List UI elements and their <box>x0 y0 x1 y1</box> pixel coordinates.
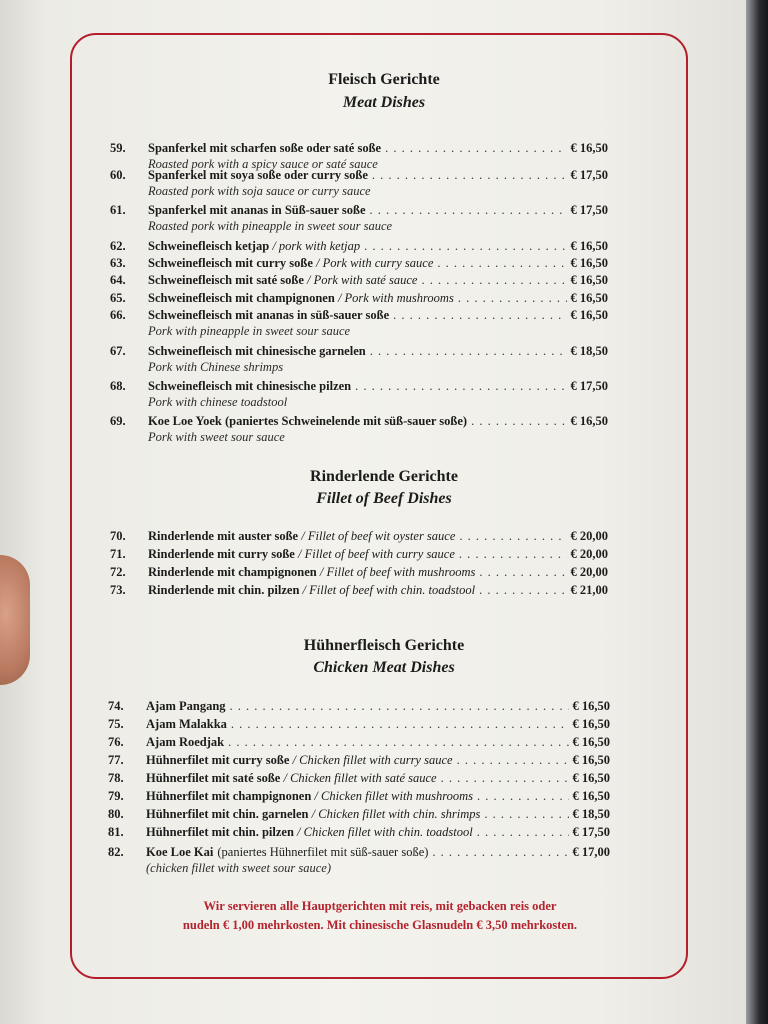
item-number: 62. <box>110 239 126 253</box>
item-price: € 20,00 <box>570 547 608 561</box>
item-line <box>148 563 608 581</box>
item-translation: (chicken fillet with sweet sour sauce) <box>146 861 332 875</box>
item-price: € 18,50 <box>570 344 608 358</box>
item-name-de: Hühnerfilet mit chin. garnelen <box>146 807 309 821</box>
menu-item-row <box>108 715 610 733</box>
item-number: 79. <box>108 789 124 803</box>
dot-leader <box>459 545 567 563</box>
item-line <box>148 377 608 395</box>
slash-separator: / <box>308 807 319 821</box>
item-name-en: Fillet of beef with mushrooms <box>326 565 476 579</box>
item-name-de: Schweinefleisch mit champignonen <box>148 291 335 305</box>
item-line <box>148 271 608 289</box>
item-name-en: pork with ketjap <box>278 239 361 253</box>
dot-leader <box>372 166 567 184</box>
menu-item-row <box>110 412 608 430</box>
item-name-en: Chicken fillet with curry sauce <box>299 753 453 767</box>
item-translation: Roasted pork with a spicy sauce or saté sauce <box>148 157 378 171</box>
item-number: 71. <box>110 547 126 561</box>
item-line <box>148 254 608 272</box>
menu-item-row <box>110 271 608 289</box>
slash-separator: / <box>303 273 314 287</box>
item-number: 72. <box>110 565 126 579</box>
item-translation: Roasted pork with pineapple in sweet sour sauce <box>148 219 393 233</box>
item-translation: Pork with Chinese shrimps <box>148 360 284 374</box>
slash-separator: / <box>293 825 304 839</box>
dot-leader <box>479 581 566 599</box>
item-translation: Roasted pork with soja sauce or curry sauce <box>148 184 371 198</box>
menu-item-row <box>110 139 608 157</box>
item-price: € 20,00 <box>570 565 608 579</box>
item-name-de: Ajam Malakka <box>146 717 227 731</box>
item-price: € 17,00 <box>572 845 610 859</box>
item-name-de: Rinderlende mit champignonen <box>148 565 317 579</box>
item-price: € 16,50 <box>572 717 610 731</box>
dot-leader <box>355 377 566 395</box>
section-title-chicken-en: Chicken Meat Dishes <box>313 659 455 676</box>
item-line <box>146 715 610 733</box>
item-translation: Pork with sweet sour sauce <box>148 430 285 444</box>
item-name-en: Chicken fillet with saté sauce <box>290 771 437 785</box>
item-number: 81. <box>108 825 124 839</box>
item-number: 82. <box>108 845 124 859</box>
item-number: 73. <box>110 583 126 597</box>
item-price: € 20,00 <box>570 529 608 543</box>
item-line <box>148 139 608 157</box>
item-name-de: Schweinefleisch mit curry soße <box>148 256 313 270</box>
item-line <box>148 201 608 219</box>
menu-item-row <box>108 787 610 805</box>
slash-separator: / <box>289 753 300 767</box>
item-line <box>146 805 610 823</box>
item-line <box>146 751 610 769</box>
item-number: 66. <box>110 308 126 322</box>
section-title-beef-en: Fillet of Beef Dishes <box>316 490 452 507</box>
item-line <box>146 823 610 841</box>
item-name-en: Pork with curry sauce <box>322 256 434 270</box>
menu-item-row <box>108 805 610 823</box>
item-price: € 16,50 <box>570 414 608 428</box>
item-line <box>146 843 610 861</box>
item-number: 63. <box>110 256 126 270</box>
dot-leader <box>484 805 568 823</box>
item-name-de: Rinderlende mit auster soße <box>148 529 299 543</box>
item-name-de-extra: (paniertes Hühnerfilet mit süß-sauer soße) <box>217 845 429 859</box>
item-name-en: Fillet of beef with chin. toadstool <box>309 583 476 597</box>
item-name-de: Schweinefleisch mit chinesische pilzen <box>148 379 352 393</box>
item-line <box>148 412 608 430</box>
item-number: 60. <box>110 168 126 182</box>
item-name-en: Pork with mushrooms <box>344 291 454 305</box>
item-price: € 21,00 <box>570 583 608 597</box>
section-title-beef-de: Rinderlende Gerichte <box>310 468 458 485</box>
item-price: € 16,50 <box>570 256 608 270</box>
item-line <box>146 787 610 805</box>
item-price: € 16,50 <box>572 753 610 767</box>
item-price: € 16,50 <box>570 239 608 253</box>
item-number: 67. <box>110 344 126 358</box>
menu-item-row <box>110 527 608 545</box>
section-title-meat-de: Fleisch Gerichte <box>328 71 440 88</box>
menu-item-row <box>110 237 608 255</box>
item-price: € 16,50 <box>570 273 608 287</box>
item-price: € 18,50 <box>572 807 610 821</box>
item-line <box>146 697 610 715</box>
item-price: € 16,50 <box>572 771 610 785</box>
slash-separator: / <box>312 256 323 270</box>
slash-separator: / <box>316 565 327 579</box>
item-name-de: Schweinefleisch mit ananas in süß-sauer soße <box>148 308 390 322</box>
item-price: € 16,50 <box>570 291 608 305</box>
section-title-chicken-de: Hühnerfleisch Gerichte <box>303 637 465 654</box>
item-line <box>148 527 608 545</box>
menu-item-row <box>110 166 608 184</box>
item-number: 69. <box>110 414 126 428</box>
menu-item-row <box>110 581 608 599</box>
binder-edge <box>746 0 768 1024</box>
menu-item-row <box>110 377 608 395</box>
item-number: 78. <box>108 771 124 785</box>
dot-leader <box>421 271 566 289</box>
slash-separator: / <box>299 583 310 597</box>
dot-leader <box>459 527 566 545</box>
menu-item-row <box>108 751 610 769</box>
item-name-de: Hühnerfilet mit chin. pilzen <box>146 825 294 839</box>
menu-item-row <box>110 563 608 581</box>
menu-item-row <box>108 697 610 715</box>
item-number: 61. <box>110 203 126 217</box>
dot-leader <box>477 787 569 805</box>
item-name-de: Hühnerfilet mit curry soße <box>146 753 290 767</box>
item-line <box>148 306 608 324</box>
section-title-meat-en: Meat Dishes <box>342 94 426 111</box>
item-name-de: Spanferkel mit soya soße oder curry soße <box>148 168 368 182</box>
item-number: 74. <box>108 699 124 713</box>
item-price: € 17,50 <box>572 825 610 839</box>
menu-item-row <box>110 306 608 324</box>
item-name-en: Chicken fillet with chin. toadstool <box>303 825 473 839</box>
item-price: € 17,50 <box>570 203 608 217</box>
item-name-de: Hühnerfilet mit saté soße <box>146 771 281 785</box>
item-name-en: Pork with saté sauce <box>313 273 418 287</box>
item-line <box>148 581 608 599</box>
item-name-de: Koe Loe Kai <box>146 845 214 859</box>
slash-separator: / <box>280 771 291 785</box>
dot-leader <box>364 237 566 255</box>
dot-leader <box>385 139 566 157</box>
holding-thumb <box>0 555 30 685</box>
item-name-de: Schweinefleisch mit saté soße <box>148 273 304 287</box>
item-name-de: Rinderlende mit chin. pilzen <box>148 583 300 597</box>
dot-leader <box>458 289 567 307</box>
item-name-de: Rinderlende mit curry soße <box>148 547 295 561</box>
dot-leader <box>230 697 569 715</box>
dot-leader <box>228 733 568 751</box>
slash-separator: / <box>298 529 308 543</box>
side-dish-note-line-2: nudeln € 1,00 mehrkosten. Mit chinesische Glasnudeln € 3,50 mehrkosten. <box>182 918 578 932</box>
item-price: € 16,50 <box>572 699 610 713</box>
menu-item-row <box>110 545 608 563</box>
item-number: 59. <box>110 141 126 155</box>
menu-item-row <box>108 823 610 841</box>
item-line <box>148 166 608 184</box>
item-translation: Pork with pineapple in sweet sour sauce <box>148 324 351 338</box>
item-price: € 16,50 <box>570 308 608 322</box>
dot-leader <box>441 769 569 787</box>
item-name-de: Spanferkel mit ananas in Süß-sauer soße <box>148 203 366 217</box>
dot-leader <box>479 563 566 581</box>
item-name-de: Spanferkel mit scharfen soße oder saté soße <box>148 141 382 155</box>
item-number: 77. <box>108 753 124 767</box>
menu-item-row <box>110 254 608 272</box>
item-name-de: Hühnerfilet mit champignonen <box>146 789 312 803</box>
menu-item-row <box>110 342 608 360</box>
item-price: € 16,50 <box>572 789 610 803</box>
dot-leader <box>437 254 566 272</box>
dot-leader <box>370 201 567 219</box>
item-number: 68. <box>110 379 126 393</box>
item-number: 65. <box>110 291 126 305</box>
dot-leader <box>432 843 568 861</box>
item-name-de: Ajam Pangang <box>146 699 226 713</box>
dot-leader <box>457 751 569 769</box>
dot-leader <box>477 823 569 841</box>
menu-item-row <box>110 289 608 307</box>
side-dish-note-line-1: Wir servieren alle Hauptgerichten mit reis, mit gebacken reis oder <box>203 899 557 913</box>
item-name-en: Fillet of beef with curry sauce <box>304 547 455 561</box>
item-name-de: Schweinefleisch mit chinesische garnelen <box>148 344 366 358</box>
item-number: 76. <box>108 735 124 749</box>
item-price: € 16,50 <box>572 735 610 749</box>
item-number: 75. <box>108 717 124 731</box>
slash-separator: / <box>294 547 305 561</box>
slash-separator: / <box>269 239 279 253</box>
item-price: € 17,50 <box>570 168 608 182</box>
item-number: 80. <box>108 807 124 821</box>
item-name-de: Schweinefleisch ketjap <box>148 239 270 253</box>
item-name-de: Koe Loe Yoek (paniertes Schweinelende mit süß-sauer soße) <box>148 414 468 428</box>
dot-leader <box>471 412 566 430</box>
item-line <box>148 237 608 255</box>
item-number: 64. <box>110 273 126 287</box>
item-line <box>146 769 610 787</box>
dot-leader <box>393 306 566 324</box>
menu-item-row <box>110 201 608 219</box>
item-line <box>146 733 610 751</box>
dot-leader <box>370 342 567 360</box>
item-translation: Pork with chinese toadstool <box>148 395 288 409</box>
item-line <box>148 342 608 360</box>
item-name-en: Fillet of beef wit oyster sauce <box>307 529 456 543</box>
dot-leader <box>231 715 569 733</box>
item-price: € 17,50 <box>570 379 608 393</box>
item-line <box>148 545 608 563</box>
item-price: € 16,50 <box>570 141 608 155</box>
menu-item-row <box>108 843 610 861</box>
item-number: 70. <box>110 529 126 543</box>
menu-item-row <box>108 733 610 751</box>
slash-separator: / <box>334 291 345 305</box>
slash-separator: / <box>311 789 322 803</box>
item-name-en: Chicken fillet with mushrooms <box>321 789 473 803</box>
item-line <box>148 289 608 307</box>
item-name-en: Chicken fillet with chin. shrimps <box>318 807 481 821</box>
menu-item-row <box>108 769 610 787</box>
item-name-de: Ajam Roedjak <box>146 735 225 749</box>
